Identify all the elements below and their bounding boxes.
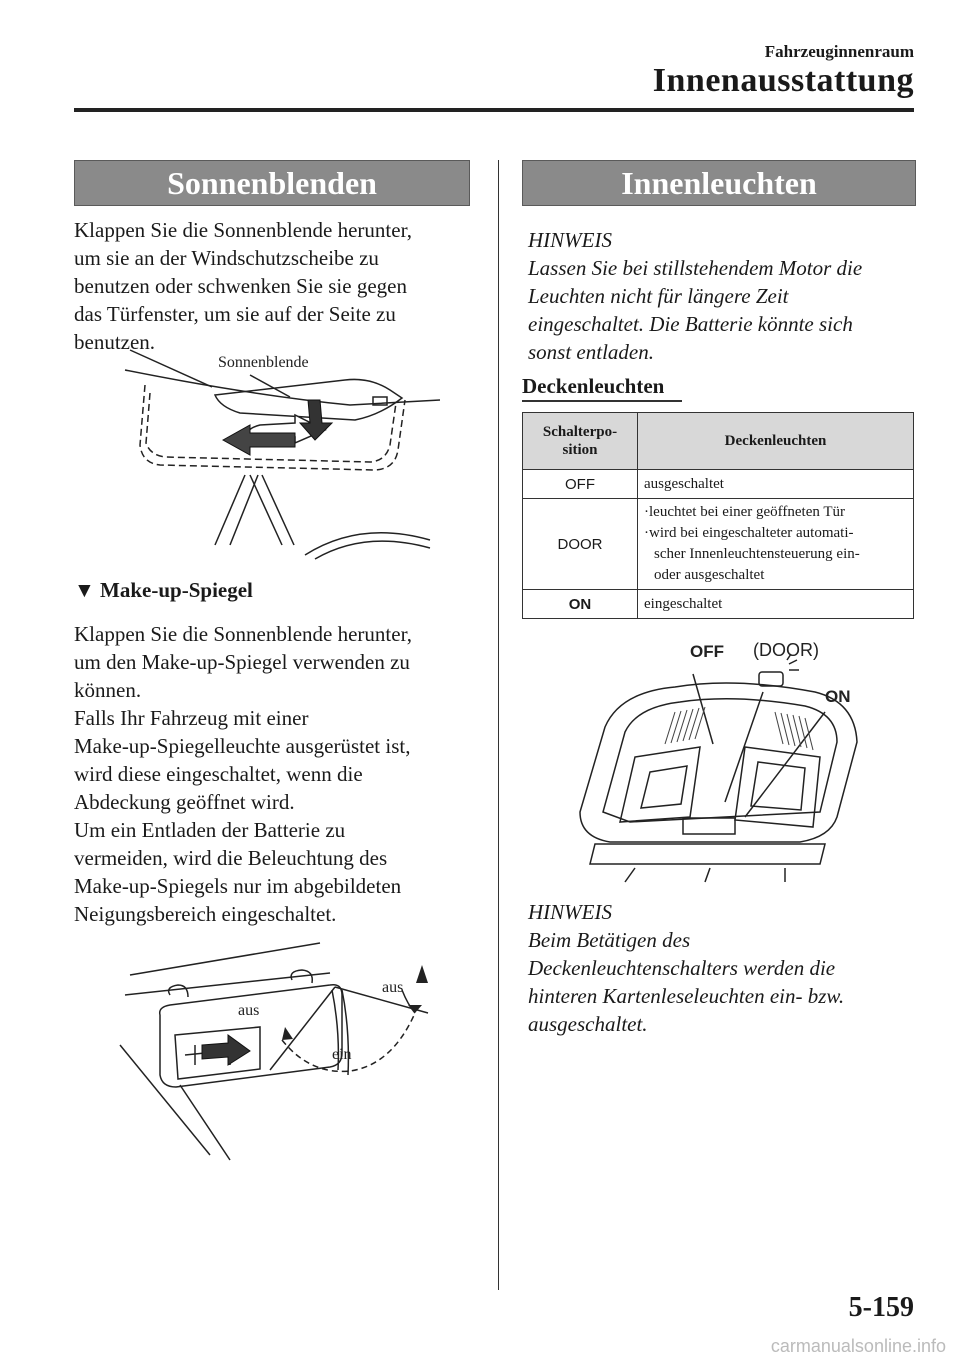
position-off: OFF — [523, 470, 638, 499]
text-line: Abdeckung geöffnet wird. — [74, 790, 295, 814]
figure-label-sonnenblende: Sonnenblende — [218, 354, 309, 371]
switch-position-table — [522, 412, 914, 619]
text-line: wird diese eingeschaltet, wenn die — [74, 762, 363, 786]
table-row — [523, 470, 914, 499]
text-line: benutzen. — [74, 330, 156, 354]
subheading-text: Make-up-Spiegel — [100, 578, 253, 602]
intro-paragraph — [74, 216, 474, 356]
label-on: ON — [825, 687, 851, 706]
sun-visor-illustration — [120, 345, 450, 560]
text-line: hinteren Kartenleseleuchten ein- bzw. — [528, 984, 845, 1008]
text-line: können. — [74, 678, 142, 702]
text-line: Make-up-Spiegels nur im abgebildeten — [74, 874, 402, 898]
banner-sonnenblenden: Sonnenblenden — [74, 160, 470, 206]
text-line: benutzen oder schwenken Sie sie gegen — [74, 274, 407, 298]
table-row — [523, 590, 914, 619]
page-title: Innenausstattung — [652, 62, 914, 99]
text-line: Neigungsbereich eingeschaltet. — [74, 902, 337, 926]
text-line: Make-up-Spiegelleuchte ausgerüstet ist, — [74, 734, 411, 758]
label-door: (DOOR) — [753, 640, 819, 660]
text-line: um den Make-up-Spiegel verwenden zu — [74, 650, 410, 674]
watermark: carmanualsonline.info — [770, 1336, 946, 1356]
note-title: HINWEIS — [528, 228, 612, 252]
column-divider — [498, 160, 499, 1290]
text-line: Lassen Sie bei stillstehendem Motor die — [528, 256, 863, 280]
banner-innenleuchten: Innenleuchten — [522, 160, 916, 206]
label-ein: ein — [332, 1046, 352, 1063]
note-title: HINWEIS — [528, 900, 612, 924]
table-header-row — [523, 413, 914, 470]
label-aus-left: aus — [238, 1002, 260, 1019]
text-line: Klappen Sie die Sonnenblende herunter, — [74, 218, 412, 242]
triangle-marker: ▼ — [74, 578, 95, 602]
text-line: eingeschaltet. Die Batterie könnte sich — [528, 312, 853, 336]
section-label: Fahrzeuginnenraum — [764, 42, 914, 61]
text-line: das Türfenster, um sie auf der Seite zu — [74, 302, 396, 326]
position-on: ON — [523, 590, 638, 619]
subsection-rule — [522, 400, 682, 402]
row-desc: ausgeschaltet — [638, 470, 914, 499]
row-desc: ·leuchtet bei einer geöffneten Tür ·wird bei eingeschalteter automati- scher Innenleuchtensteuerung ein- oder ausgeschaltet — [638, 499, 914, 590]
position-door: DOOR — [523, 499, 638, 590]
mirror-paragraph — [74, 620, 474, 928]
text-line: um sie an der Windschutzscheibe zu — [74, 246, 379, 270]
subsection-deckenleuchten: Deckenleuchten — [522, 374, 665, 398]
text-line: Klappen Sie die Sonnenblende herunter, — [74, 622, 412, 646]
text-line: Falls Ihr Fahrzeug mit einer — [74, 706, 309, 730]
text-line: sonst entladen. — [528, 340, 654, 364]
text-line: Um ein Entladen der Batterie zu — [74, 818, 346, 842]
text-line: Beim Betätigen des — [528, 928, 691, 952]
header-deckenleuchten: Deckenleuchten — [638, 413, 914, 470]
text-line: vermeiden, wird die Beleuchtung des — [74, 846, 388, 870]
label-aus-right: aus — [382, 979, 404, 996]
text-line: ausgeschaltet. — [528, 1012, 648, 1036]
overhead-console-illustration — [575, 632, 875, 888]
vanity-mirror-illustration — [110, 935, 460, 1165]
header-rule — [74, 108, 914, 112]
text-line: Deckenleuchtenschalters werden die — [528, 956, 836, 980]
subheading-make-up-spiegel — [74, 578, 253, 603]
note-1 — [528, 226, 908, 366]
page-number: 5-159 — [848, 1292, 914, 1323]
text-line: Leuchten nicht für längere Zeit — [528, 284, 789, 308]
table-row — [523, 499, 914, 590]
note-2 — [528, 898, 908, 1038]
row-desc: eingeschaltet — [638, 590, 914, 619]
header-switch-position: Schalterpo- sition — [523, 413, 638, 470]
label-off: OFF — [690, 642, 724, 661]
